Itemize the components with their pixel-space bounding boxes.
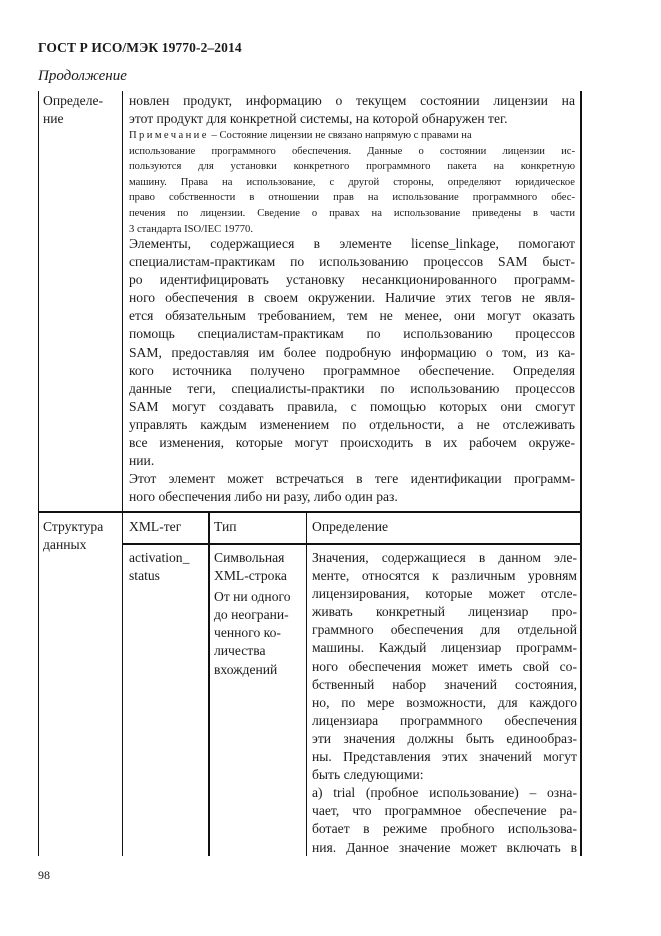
definition-line: бственный набор значений состояния, — [312, 676, 577, 692]
xml-tag-cell — [129, 549, 189, 585]
definition-body — [129, 235, 575, 506]
body-line: данные теги, специалисты-практики по использованию процессов — [129, 380, 575, 396]
standard-id: ГОСТ Р ИСО/МЭК 19770-2–2014 — [38, 40, 242, 55]
table-right-border — [580, 91, 582, 856]
note-line: право собственности в отношении прав на использование программного обес- — [129, 192, 575, 204]
definition-line: лицензиара программного обеспечения — [312, 712, 577, 728]
definition-line: эти значения должны быть единообраз- — [312, 730, 577, 746]
note-line: машину. Права на использование, с другой стороны, определяют юридическое — [129, 176, 575, 188]
occurrence-line: вхождений — [214, 661, 278, 677]
type-line: Символьная — [214, 550, 285, 565]
note-first-text: Состояние лицензии не связано напрямую с правами на — [219, 130, 472, 141]
body-line: ро идентифицировать установку несанкционированного программ- — [129, 272, 575, 288]
definition-line: чает, что программное обеспечение ра- — [312, 803, 577, 819]
occurrence-line: ченного ко- — [214, 625, 281, 641]
body-line: SAM могут создавать правила, с помощью которых они смогут — [129, 398, 575, 414]
type-cell — [214, 549, 291, 679]
column-divider-tag — [208, 511, 210, 856]
definition-line: быть следующими: — [312, 767, 424, 783]
definition-line: но, по мере возможности, для каждого — [312, 694, 577, 710]
definition-line: ны. Представления этих значений могут — [312, 749, 577, 765]
body-line: кого источника получено программное обеспечение. Определяя — [129, 362, 575, 378]
type-line: XML-строка — [214, 568, 287, 584]
definition-line: менте, относятся к различным уровням — [312, 568, 577, 584]
occurrence-line: ного обеспечения либо ни разу, либо один раз. — [129, 489, 398, 505]
definition-label — [43, 92, 103, 128]
column-header-xml-tag: XML-тег — [129, 519, 182, 534]
occurrence-line: личества — [214, 643, 266, 659]
definition-line: живать конкретный лицензиар про- — [312, 604, 577, 620]
definition-line: Значения, содержащиеся в данном эле- — [312, 550, 577, 565]
data-structure-label-line: данных — [43, 537, 87, 553]
definition-line: машины. Каждый лицензиар программ- — [312, 640, 577, 656]
intro-line: этот продукт для конкретной системы, на которой обнаружен тег. — [129, 111, 508, 127]
subheader-divider — [122, 543, 582, 545]
note-prefix: Примечание — [129, 130, 209, 141]
body-line: ется обязательным требованием, тем не менее, они могут оказать — [129, 308, 575, 324]
xml-tag-line: activation_ — [129, 550, 190, 565]
table-left-border — [38, 91, 39, 856]
definition-line: ботает в режиме пробного использова- — [312, 821, 577, 837]
xml-tag-line: status — [129, 568, 160, 584]
body-line: Элементы, содержащиеся в элементе license_linkage, помогают — [129, 236, 575, 251]
data-structure-label-line: Структура — [43, 519, 104, 534]
body-line: помощь специалистам-практикам по использованию процессов — [129, 326, 575, 342]
occurrence-line: до неограни- — [214, 607, 289, 623]
column-divider-label — [122, 91, 123, 856]
definition-line: а) trial (пробное использование) – озна- — [312, 785, 577, 801]
note-first-line — [129, 128, 575, 144]
data-structure-label — [43, 518, 103, 554]
note-block — [129, 128, 575, 237]
body-line: нии. — [129, 453, 155, 469]
definition-intro — [129, 92, 575, 128]
column-divider-type — [306, 511, 307, 856]
note-line: пользуются для установки конкретного программного пакета на конкретную — [129, 161, 575, 173]
definition-label-line: ние — [43, 111, 64, 127]
body-line: специалистам-практикам по использованию процессов SAM быст- — [129, 254, 575, 270]
continuation-label: Продолжение — [38, 68, 127, 84]
body-line: SAM, предоставляя им более подробную информацию о том, из ка- — [129, 344, 575, 360]
definition-line: ного обеспечения может иметь свой со- — [312, 658, 577, 674]
body-line: ного обеспечения в своем окружении. Наличие этих тегов не явля- — [129, 290, 575, 306]
column-header-type: Тип — [214, 519, 237, 534]
row-divider-definition — [38, 511, 582, 513]
occurrence-line: От ни одного — [214, 589, 291, 605]
intro-line: новлен продукт, информацию о текущем состоянии лицензии на — [129, 93, 575, 108]
occurrence-line: Этот элемент может встречаться в теге идентификации программ- — [129, 471, 575, 487]
note-line: печения по лицензии. Сведение о правах на использование приведены в части — [129, 207, 575, 219]
definition-line: ния. Данное значение может включать в — [312, 839, 577, 855]
note-dash: – — [208, 130, 220, 141]
body-line: все изменения, которые могут происходить в их рабочем окруже- — [129, 435, 575, 451]
definition-label-line: Определе- — [43, 93, 104, 108]
column-header-definition: Определение — [312, 519, 389, 534]
body-line: управлять каждым изменением по отдельности, а не отслеживать — [129, 416, 575, 432]
note-line: использование программного обеспечения. Данные о состоянии лицензии ис- — [129, 145, 575, 157]
page-number: 98 — [38, 868, 50, 882]
definition-line: лицензирования, которые может отсле- — [312, 586, 577, 602]
note-line: 3 стандарта ISO/IEC 19770. — [129, 223, 253, 235]
definition-cell — [312, 549, 577, 857]
definition-line: граммного обеспечения для отдельной — [312, 622, 577, 638]
